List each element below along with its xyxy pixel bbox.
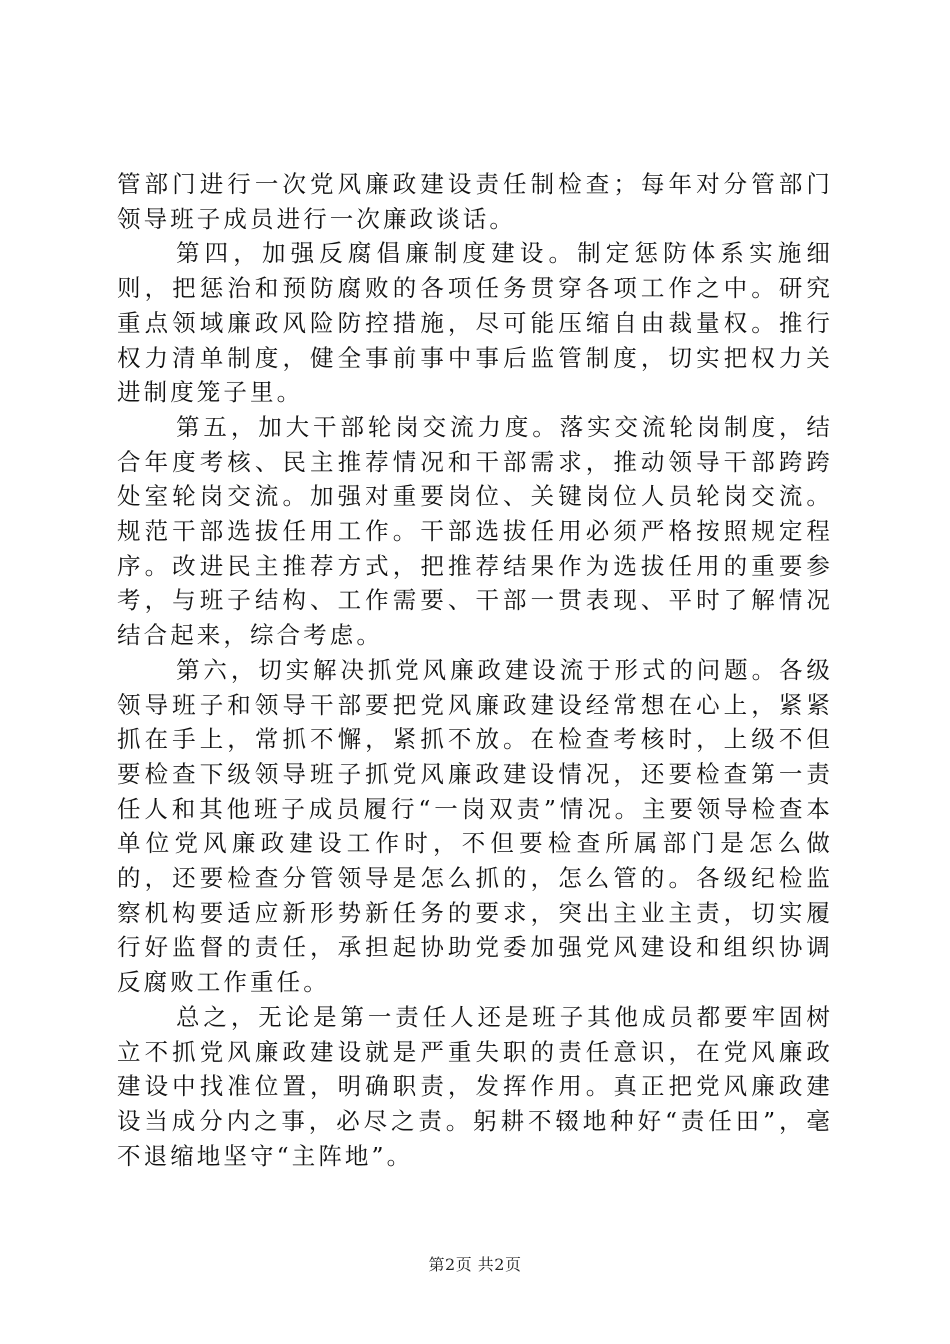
paragraph-sixth: 第六，切实解决抓党风廉政建设流于形式的问题。各级领导班子和领导干部要把党风廉政建设经常想在心上，紧紧抓在手上，常抓不懈，紧抓不放。在检查考核时，上级不但要检查下级领导班子抓党风廉政建设情况，还要检查第一责任人和其他班子成员履行“一岗双责”情况。主要领导检查本单位党风廉政建设工作时，不但要检查所属部门是怎么做的，还要检查分管领导是怎么抓的，怎么管的。各级纪检监察机构要适应新形势新任务的要求，突出主业主责，切实履行好监督的责任，承担起协助党委加强党风建设和组织协调反腐败工作重任。: [117, 655, 833, 997]
paragraph-fourth: 第四，加强反腐倡廉制度建设。制定惩防体系实施细则，把惩治和预防腐败的各项任务贯穿各项工作之中。研究重点领域廉政风险防控措施，尽可能压缩自由裁量权。推行权力清单制度，健全事前事中事后监管制度，切实把权力关进制度笼子里。: [117, 239, 833, 407]
page-footer: 第2页 共2页: [428, 1255, 522, 1274]
paragraph-fifth: 第五，加大干部轮岗交流力度。落实交流轮岗制度，结合年度考核、民主推荐情况和干部需求，推动领导干部跨跨处室轮岗交流。加强对重要岗位、关键岗位人员轮岗交流。规范干部选拔任用工作。干部选拔任用必须严格按照规定程序。改进民主推荐方式，把推荐结果作为选拔任用的重要参考，与班子结构、工作需要、干部一贯表现、平时了解情况结合起来，综合考虑。: [117, 412, 833, 650]
paragraph-conclusion: 总之，无论是第一责任人还是班子其他成员都要牢固树立不抓党风廉政建设就是严重失职的责任意识，在党风廉政建设中找准位置，明确职责，发挥作用。真正把党风廉政建设当成分内之事，必尽之责。躬耕不辍地种好“责任田”，毫不退缩地坚守“主阵地”。: [117, 1002, 833, 1170]
document-body: [117, 167, 833, 1173]
paragraph-continuation: 管部门进行一次党风廉政建设责任制检查；每年对分管部门领导班子成员进行一次廉政谈话。: [117, 170, 833, 233]
